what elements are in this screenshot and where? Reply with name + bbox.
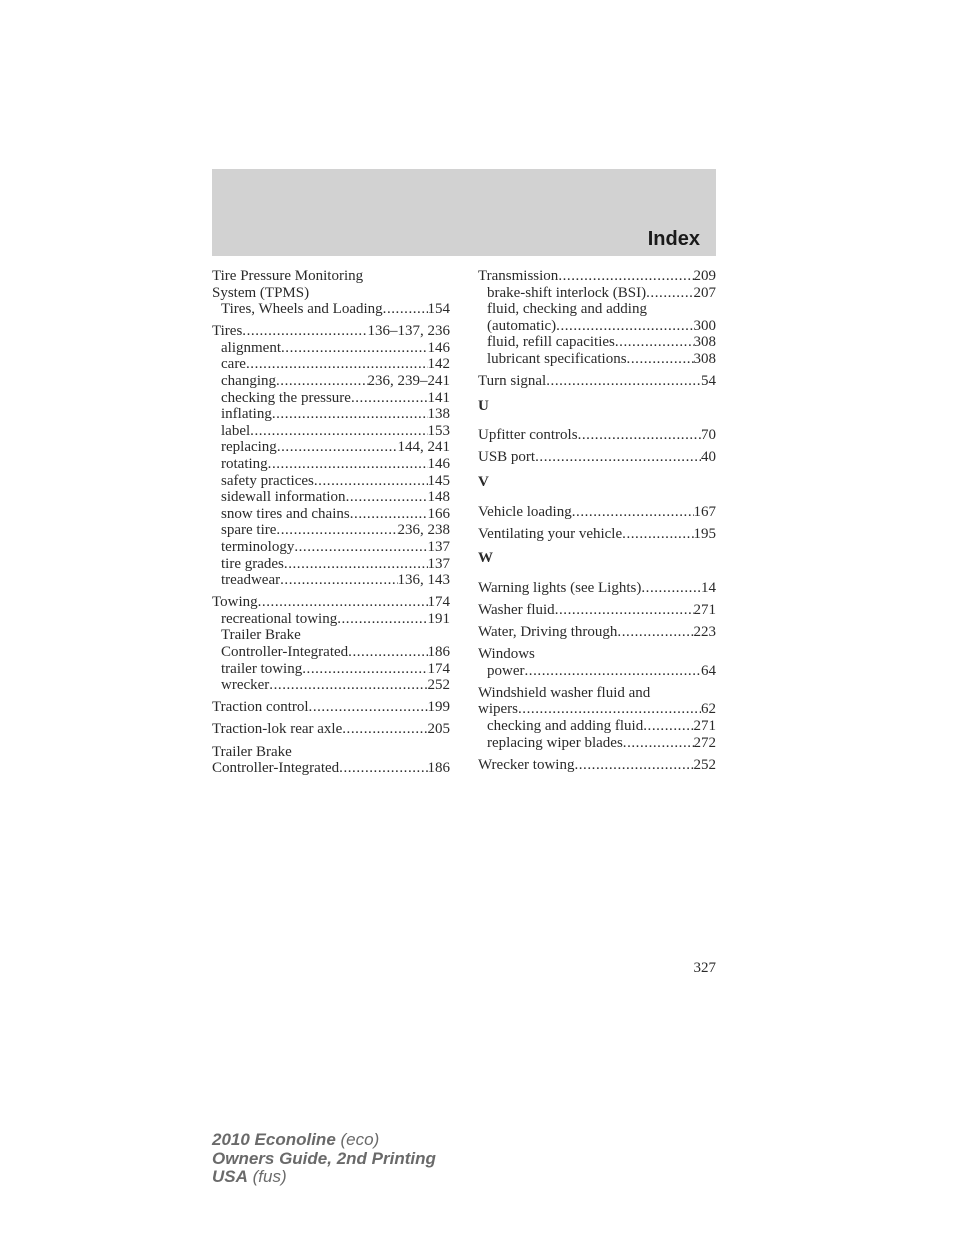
entry-text: Windows — [478, 646, 535, 663]
entry-page: 144, 241 — [397, 439, 450, 456]
index-subentry — [212, 473, 450, 490]
entry-text: Tire Pressure Monitoring — [212, 268, 364, 284]
dot-leader — [646, 285, 693, 302]
index-subentry — [478, 735, 716, 752]
entry-page: 272 — [693, 734, 716, 751]
index-entry — [478, 526, 716, 543]
dot-leader — [309, 699, 428, 716]
dot-leader — [268, 456, 428, 473]
footer-region-code: (fus) — [252, 1167, 287, 1186]
entry-page: 308 — [693, 350, 716, 367]
entry-page: 64 — [701, 662, 716, 679]
index-subentry — [212, 489, 450, 506]
entry-page: 236, 239–241 — [367, 373, 450, 390]
entry-text: Transmission — [478, 268, 559, 284]
entry-text: Traction control — [212, 699, 309, 716]
entry-page: 252 — [693, 756, 716, 773]
dot-leader — [242, 323, 367, 340]
index-subentry — [478, 351, 716, 368]
dot-leader — [617, 624, 693, 641]
dot-leader — [246, 356, 428, 373]
entry-page: 205 — [427, 721, 450, 738]
footer-line-1 — [212, 1131, 436, 1150]
dot-leader — [277, 439, 398, 456]
dot-leader — [627, 351, 694, 368]
index-header-band — [212, 169, 716, 256]
dot-leader — [269, 677, 427, 694]
dot-leader — [546, 373, 701, 390]
entry-text: Vehicle loading — [478, 503, 572, 520]
index-subentry — [212, 661, 450, 678]
dot-leader — [342, 721, 427, 738]
entry-text: Traction-lok rear axle — [212, 721, 343, 738]
index-subentry — [212, 423, 450, 440]
entry-page: 145 — [427, 472, 450, 489]
entry-text: Wrecker towing — [478, 756, 575, 773]
entry-text: label — [221, 422, 251, 439]
entry-page: 136, 143 — [397, 572, 450, 589]
entry-page: 166 — [427, 505, 450, 522]
index-subentry — [212, 340, 450, 357]
entry-text: Turn signal — [478, 373, 547, 390]
footer-model: 2010 Econoline — [212, 1130, 336, 1149]
index-entry — [478, 757, 716, 774]
index-entry — [478, 646, 716, 663]
footer-guide: Owners Guide, 2nd Printing — [212, 1148, 436, 1168]
index-subentry — [478, 318, 716, 335]
index-entry — [478, 685, 716, 702]
index-entry — [212, 721, 450, 738]
entry-page: 137 — [427, 555, 450, 572]
entry-text: Ventilating your vehicle — [478, 525, 623, 542]
dot-leader — [615, 334, 694, 351]
dot-leader — [284, 556, 428, 573]
entry-text: lubricant specifications — [487, 350, 627, 367]
entry-text: power — [487, 662, 525, 679]
dot-leader — [337, 611, 427, 628]
index-subentry — [212, 301, 450, 318]
entry-text: tire grades — [221, 555, 284, 572]
entry-page: 271 — [693, 717, 716, 734]
dot-leader — [351, 390, 428, 407]
entry-text: checking the pressure — [221, 389, 351, 406]
entry-page: 209 — [693, 268, 716, 284]
index-entry — [212, 699, 450, 716]
entry-text: recreational towing — [221, 610, 338, 627]
index-entry — [478, 504, 716, 521]
entry-page: 186 — [427, 760, 450, 777]
entry-text: Washer fluid — [478, 601, 555, 618]
index-entry — [478, 268, 716, 285]
entry-text: System (TPMS) — [212, 284, 310, 301]
entry-text: Water, Driving through — [478, 624, 618, 640]
index-title: Index — [647, 228, 700, 250]
index-subentry — [212, 522, 450, 539]
entry-page: 223 — [693, 624, 716, 640]
entry-page: 174 — [427, 660, 450, 677]
dot-leader — [556, 318, 693, 335]
entry-page: 146 — [427, 339, 450, 356]
entry-page: 174 — [427, 594, 450, 611]
dot-leader — [535, 449, 701, 466]
index-subentry — [212, 456, 450, 473]
entry-text: Tires — [212, 323, 243, 340]
index-entry — [478, 624, 716, 641]
entry-text: safety practices — [221, 472, 314, 489]
dot-leader — [622, 526, 693, 543]
index-entry — [478, 580, 716, 597]
entry-page: 14 — [701, 579, 716, 596]
entry-text: Warning lights (see Lights) — [478, 579, 642, 596]
entry-text: Trailer Brake — [221, 627, 301, 644]
index-entry — [478, 427, 716, 444]
dot-leader — [294, 539, 427, 556]
index-entry — [478, 602, 716, 619]
dot-leader — [276, 373, 368, 390]
dot-leader — [314, 473, 428, 490]
entry-page: 236, 238 — [397, 522, 450, 539]
dot-leader — [383, 301, 428, 318]
dot-leader — [272, 406, 428, 423]
entry-text: Controller-Integrated — [221, 644, 349, 661]
index-subentry — [478, 301, 716, 318]
entry-text: Upfitter controls — [478, 427, 578, 444]
index-entry — [478, 449, 716, 466]
entry-page: 153 — [427, 422, 450, 439]
dot-leader — [339, 760, 427, 777]
entry-page: 167 — [693, 503, 716, 520]
index-subentry — [212, 439, 450, 456]
dot-leader — [281, 340, 428, 357]
index-entry — [212, 285, 450, 302]
dot-leader — [572, 504, 694, 521]
section-letter: W — [478, 550, 493, 567]
entry-text: (automatic) — [487, 317, 557, 334]
index-entry — [212, 323, 450, 340]
footer-line-2 — [212, 1150, 436, 1169]
entry-text: trailer towing — [221, 660, 303, 677]
index-subentry — [212, 644, 450, 661]
index-subentry — [212, 506, 450, 523]
dot-leader — [346, 489, 428, 506]
page-number: 327 — [693, 960, 716, 976]
index-subentry — [478, 718, 716, 735]
dot-leader — [518, 701, 701, 718]
entry-page: 141 — [427, 389, 450, 406]
index-subentry — [212, 539, 450, 556]
entry-page: 308 — [693, 334, 716, 351]
index-subentry — [478, 663, 716, 680]
entry-page: 62 — [701, 701, 716, 718]
dot-leader — [302, 661, 427, 678]
entry-page: 137 — [427, 539, 450, 555]
entry-text: replacing — [221, 439, 277, 456]
entry-text: treadwear — [221, 572, 281, 589]
index-subentry — [478, 334, 716, 351]
entry-page: 40 — [701, 449, 716, 466]
dot-leader — [348, 644, 427, 661]
entry-text: care — [221, 356, 246, 373]
entry-text: terminology — [221, 539, 295, 555]
entry-page: 271 — [693, 601, 716, 618]
entry-text: sidewall information — [221, 489, 346, 506]
index-subentry — [212, 627, 450, 644]
entry-text: snow tires and chains — [221, 505, 350, 522]
footer — [212, 1131, 436, 1187]
entry-text: replacing wiper blades — [487, 734, 623, 751]
section-letter: V — [478, 473, 489, 490]
entry-page: 199 — [427, 699, 450, 716]
index-entry — [212, 744, 450, 761]
dot-leader — [280, 572, 397, 589]
entry-text: Towing — [212, 594, 258, 611]
index-subentry — [212, 406, 450, 423]
index-subentry — [478, 285, 716, 302]
entry-page: 142 — [427, 356, 450, 373]
entry-text: Tires, Wheels and Loading — [221, 301, 383, 318]
index-subentry — [212, 556, 450, 573]
dot-leader — [578, 427, 701, 444]
index-entry — [212, 760, 450, 777]
entry-page: 146 — [427, 456, 450, 473]
entry-text: brake-shift interlock (BSI) — [487, 284, 647, 301]
entry-page: 191 — [427, 610, 450, 627]
index-entry — [212, 268, 450, 285]
footer-line-3 — [212, 1168, 436, 1187]
footer-model-code: (eco) — [340, 1130, 380, 1149]
entry-page: 207 — [693, 284, 716, 301]
dot-leader — [250, 423, 427, 440]
index-subentry — [212, 572, 450, 589]
entry-page: 300 — [693, 317, 716, 334]
dot-leader — [258, 594, 428, 611]
entry-page: 154 — [427, 301, 450, 318]
entry-page: 136–137, 236 — [367, 323, 450, 340]
index-subentry — [212, 611, 450, 628]
dot-leader — [350, 506, 428, 523]
entry-text: Controller-Integrated — [212, 760, 340, 777]
entry-page: 186 — [427, 644, 450, 661]
entry-text: rotating — [221, 456, 268, 473]
entry-page: 195 — [693, 525, 716, 542]
entry-text: checking and adding fluid — [487, 717, 644, 734]
index-subentry — [212, 390, 450, 407]
section-letter: U — [478, 397, 489, 414]
entry-text: spare tire — [221, 522, 277, 539]
entry-page: 54 — [701, 373, 716, 390]
dot-leader — [558, 268, 693, 285]
dot-leader — [555, 602, 694, 619]
index-subentry — [212, 356, 450, 373]
index-column-right — [478, 268, 716, 773]
entry-text: inflating — [221, 406, 272, 423]
dot-leader — [574, 757, 693, 774]
entry-text: Windshield washer fluid and — [478, 684, 651, 701]
entry-text: wipers — [478, 701, 518, 718]
entry-text: changing — [221, 373, 276, 390]
entry-text: alignment — [221, 339, 281, 356]
entry-text: fluid, checking and adding — [487, 301, 647, 318]
entry-page: 138 — [427, 406, 450, 423]
index-entry — [478, 373, 716, 390]
entry-text: fluid, refill capacities — [487, 334, 615, 351]
entry-page: 70 — [701, 427, 716, 444]
index-entry — [478, 701, 716, 718]
entry-text: wrecker — [221, 677, 270, 694]
dot-leader — [623, 735, 694, 752]
entry-page: 252 — [427, 677, 450, 694]
footer-region: USA — [212, 1167, 248, 1186]
index-column-left — [212, 268, 450, 777]
dot-leader — [276, 522, 397, 539]
dot-leader — [643, 718, 693, 735]
index-entry — [212, 594, 450, 611]
entry-page: 148 — [427, 489, 450, 506]
dot-leader — [525, 663, 702, 680]
index-subentry — [212, 677, 450, 694]
index-subentry — [212, 373, 450, 390]
entry-text: USB port — [478, 449, 536, 466]
dot-leader — [641, 580, 701, 597]
entry-text: Trailer Brake — [212, 743, 292, 760]
